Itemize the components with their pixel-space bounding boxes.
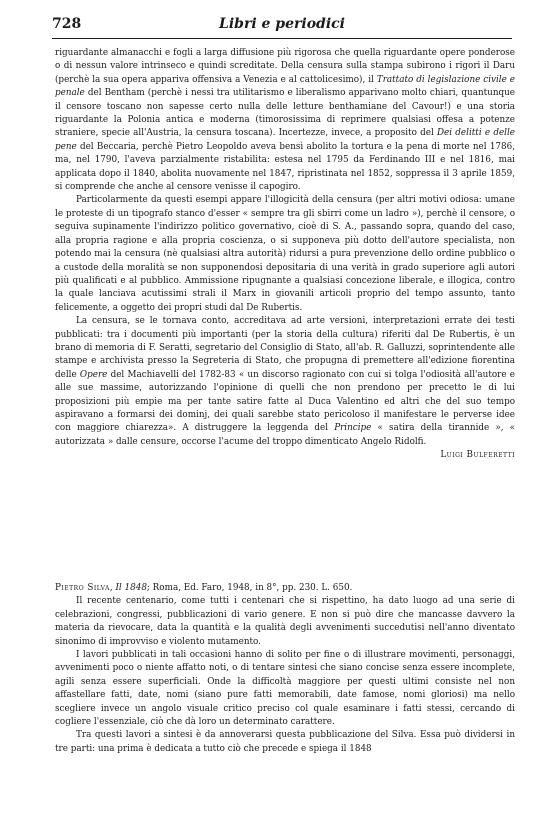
review1-paragraph-1: riguardante almanacchi e fogli a larga diffusione più rigorosa che quella riguardante opere ponderose o di nessun valore intrinseco e quindi screditate. Della censura sulla stampa subirono i rigori il Daru (perchè la sua opera appariva offensiva a Venezia e al cattolicesimo), il Trattato di legislazione civile e penale del Bentham (perchè i nessi tra utilitarismo e liberalismo apparivano molto chiari, quantunque il censore toscano non sapesse certo nulla delle letture benthamiane del Cavour!) e una storia riguardante la Polonia antica e moderna (timorosissima di reprimere qualsiasi offesa a potenze straniere, specie all'Austria, la censura toscana). Incertezze, invece, a proposito del Dei delitti e delle pene del Beccaria, perchè Pietro Leopoldo aveva bensì abolito la tortura e la pena di morte nel 1786, ma, nel 1790, l'aveva parzialmente ristabilita: estesa nel 1795 da Ferdinando III e nel 1816, mai applicata dopo il 1840, abolita nuovamente nel 1847, ripristinata nel 1852, soppressa il 3 aprile 1859, si comprende che anche al censore venisse il capogiro. [55,48,516,193]
review1-paragraph-3: La censura, se le tornava conto, accreditava ad arte versioni, interpretazioni errate dei testi pubblicati: tra i documenti più importanti (per la storia della cultura) riferiti dal De Rubertis, è un brano di memoria di F. Seratti, segretario del Consiglio di Stato, all'ab. R. Galluzzi, soprintendente alle stampe e archivista presso la Segreteria di Stato, che propugna di premettere all'edizione fiorentina delle Opere del Machiavelli del 1782-83 « un discorso ragionato con cui si tolga l'odiosità all'autore e alle sue massime, autorizzando l'opinione di quelli che non prendono per precetto le di lui proposizioni più empie ma per tante satire fatte al Duca Valentino ed altri che del suo tempo aspiravano a formarsi dei dominj, dei quali sarebbe stato pericoloso il manifestare le perverse idee con maggiore chiarezza». A distruggere la leggenda del Principe « satira della tirannide », « autorizzata » dalle censure, occorse l'acume del troppo dimenticato Angelo Ridolfi. Luigi Bulferetti [55,315,515,449]
review2-paragraph-2: I lavori pubblicati in tali occasioni hanno di solito per fine o di illustrare movimenti, personaggi, avvenimenti poco o niente affatto noti, o di tentare sintesi che siano concise senza essere incomplete, agili senza essere superficiali. Onde la difficoltà maggiore per questi ultimi consiste nel non affastellare fatti, date, nomi (siano pure fatti memorabili, date famose, nomi gloriosi) ma nello scegliere invece un angolo visuale critico preciso col quale esaminare i fatti stessi, cercando di cogliere l'essenziale, ciò che dà loro un determinato carattere. [55,650,515,728]
review2-author: Pietro Silva [55,583,110,593]
book-title: Principe [334,423,372,434]
book-title: Trattato di legislazione civile e penale [55,74,516,99]
review-luigi-bulferetti [55,47,515,463]
review2-paragraph-3: Tra questi lavori a sintesi è da annoverarsi questa pubblicazione del Silva. Essa può dividersi in tre parti: una prima è dedicata a tutto ciò che precede e spiega il 1848 [55,730,515,754]
review1-paragraph-2: Particolarmente da questi esempi appare l'illogicità della censura (per altri motivi odiosa: umane le proteste di un tipografo stanco d'esser « sempre tra gli sbirri come un ladro »), perchè il censore, o seguiva supinamente l'indirizzo politico governativo, cioè di S. A., passando sopra, quando del caso, alla propria ragione e alla propria coscienza, o si supponeva più dotto dell'autore specialista, non potendo mai la censura (nè qualsiasi altra autorità) ridursi a pura prevenzione dello ordine pubblico o a custode della moralità se non supponendosi depositaria di una verità in grado superiore agli autori più qualificati e al pubblico. Ammissione ripugnante a qualsiasi concezione liberale, e illogica, contro la quale lanciava acutissimi strali il Marx in giovanili articoli proprio del tempo assunto, tanto felicemente, a oggetto dei propri studi dal De Rubertis. [55,195,515,313]
book-title: Dei delitti e delle pene [55,128,515,152]
review1-signature: Luigi Bulferetti [440,450,515,461]
review2-heading: Pietro Silva, Il 1848; Roma, Ed. Faro, 1948, in 8°, pp. 230. L. 650. [55,583,353,593]
review2-details: ; Roma, Ed. Faro, 1948, in 8°, pp. 230. L. 650. [146,583,353,593]
page-header [52,16,512,39]
book-title: Opere [79,369,108,380]
running-title: Libri e periodici [219,16,345,32]
review2-book-title: Il 1848 [115,583,147,593]
page-number: 728 [52,16,82,32]
review2-paragraph-1: Il recente centenario, come tutti i centenari che si rispettino, ha dato luogo ad una serie di celebrazioni, congressi, pubblicazioni di vario genere. E non si può dire che mancasse davvero la materia da rievocare, data la quantità e la qualità degli avvenimenti succedutisi nell'anno diventato sinonimo di improvviso e violento mutamento. [55,596,515,647]
review-pietro-silva [55,582,515,756]
